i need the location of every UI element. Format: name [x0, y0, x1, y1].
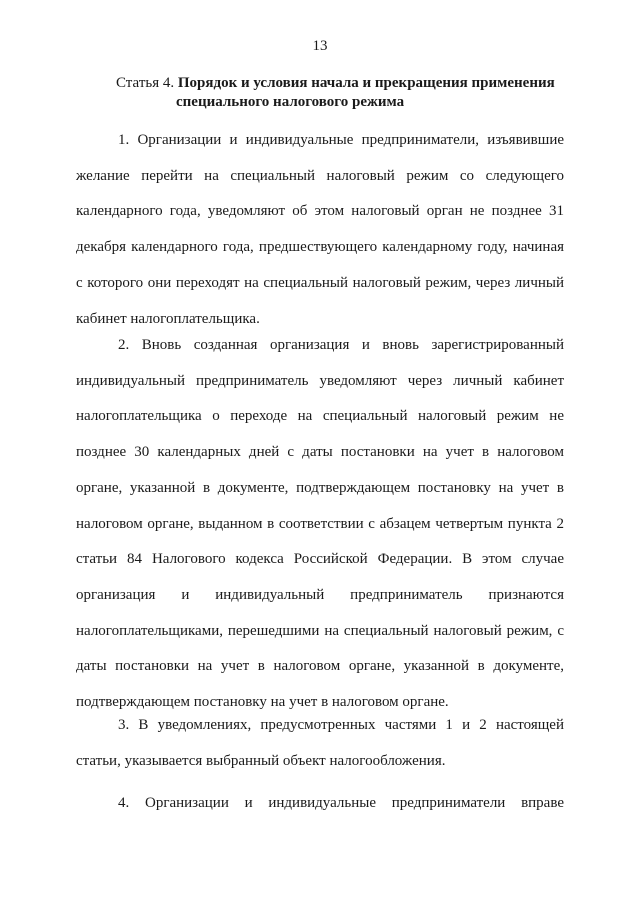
article-title-line1: Порядок и условия начала и прекращения применения [177, 75, 555, 91]
paragraph-2: 2. Вновь созданная организация и вновь зарегистрированный индивидуальный предприниматель уведомляют через личный кабинет налогоплательщика о переходе на специальный налоговый режим не позднее 30 календарных дней с даты постановки на учет в налоговом органе, указанной в документе, подтверждающем постановку на учет в налоговом органе, выданном в соответствии с абзацем четвертым пункта 2 статьи 84 Налогового кодекса Российской Федерации. В этом случае организация и индивидуальный предприниматель признаются налогоплательщиками, перешедшими на специальный налоговый режим, с даты постановки на учет в налоговом органе, указанной в документе, подтверждающем постановку на учет в налоговом органе. [76, 337, 564, 711]
paragraph-3: 3. В уведомлениях, предусмотренных частями 1 и 2 настоящей статьи, указывается выбранный объект налогообложения. [76, 717, 564, 769]
article-label: Статья 4. [116, 75, 175, 91]
article-heading [116, 74, 576, 112]
paragraph-4: 4. Организации и индивидуальные предприниматели вправе [118, 795, 564, 811]
article-title-line2: специального налогового режима [176, 94, 405, 110]
page-number: 13 [312, 38, 328, 54]
paragraph-1: 1. Организации и индивидуальные предприниматели, изъявившие желание перейти на специальный налоговый режим со следующего календарного года, уведомляют об этом налоговый орган не позднее 31 декабря календарного года, предшествующего календарному году, начиная с которого они переходят на специальный налоговый режим, через личный кабинет налогоплательщика. [76, 132, 564, 327]
